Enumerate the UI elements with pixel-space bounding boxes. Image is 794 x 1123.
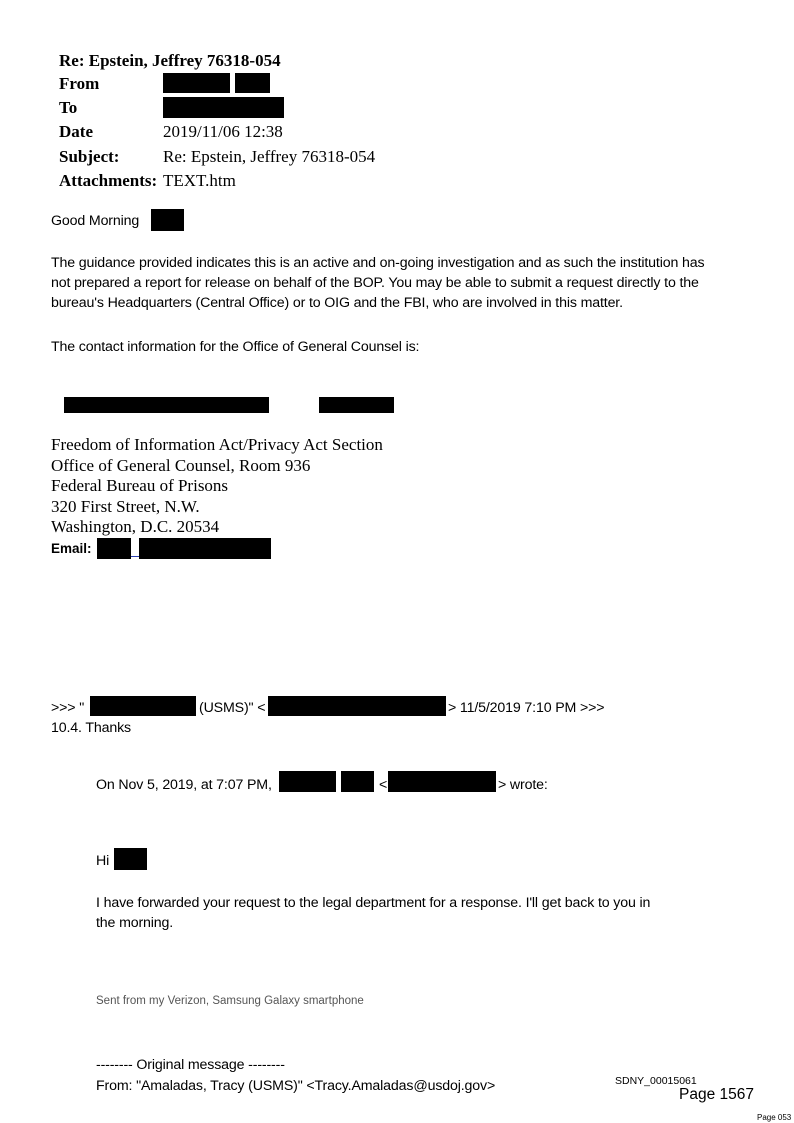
- forward-line: the morning.: [96, 915, 174, 931]
- redaction-sender-name: [279, 771, 336, 792]
- from-label: From: [59, 74, 100, 93]
- page-number: Page 1567: [679, 1086, 754, 1103]
- attachments-value: TEXT.htm: [163, 171, 236, 190]
- redaction-email-1: [97, 538, 131, 559]
- on-date-lt: <: [379, 777, 388, 793]
- attachments-label: Attachments:: [59, 171, 158, 190]
- redaction-quoted-name: [90, 696, 196, 716]
- to-label: To: [59, 98, 78, 117]
- redaction-hi-name: [114, 848, 147, 870]
- redaction-contact-2: [319, 397, 394, 413]
- quoted-reply: 10.4. Thanks: [51, 720, 131, 736]
- subject-label: Subject:: [59, 147, 120, 166]
- bates-number: SDNY_00015061: [615, 1075, 697, 1087]
- redaction-sender-email: [388, 771, 496, 792]
- email-title: Re: Epstein, Jeffrey 76318-054: [59, 51, 281, 70]
- signature: Sent from my Verizon, Samsung Galaxy smartphone: [96, 995, 364, 1007]
- address-line: 320 First Street, N.W.: [51, 497, 200, 516]
- redaction-greeting-name: [151, 209, 184, 231]
- redaction-from-surname: [235, 73, 270, 93]
- on-date-line: On Nov 5, 2019, at 7:07 PM,: [96, 777, 272, 793]
- address-line: Washington, D.C. 20534: [51, 517, 220, 536]
- redaction-to: [163, 97, 284, 118]
- redaction-contact-1: [64, 397, 269, 413]
- email-link-underline: [131, 556, 139, 557]
- paragraph-line: bureau's Headquarters (Central Office) or to OIG and the FBI, who are involved in this matter.: [51, 295, 623, 311]
- greeting-text: Good Morning: [51, 213, 140, 229]
- original-message: -------- Original message --------: [96, 1057, 285, 1073]
- subject-value: Re: Epstein, Jeffrey 76318-054: [163, 147, 376, 166]
- address-line: Office of General Counsel, Room 936: [51, 456, 311, 475]
- page-small: Page 053: [757, 1113, 792, 1122]
- address-line: Federal Bureau of Prisons: [51, 476, 229, 495]
- redaction-from-name: [163, 73, 230, 93]
- redaction-email-2: [139, 538, 271, 559]
- hi-text: Hi: [96, 853, 110, 869]
- contact-intro: The contact information for the Office of General Counsel is:: [51, 339, 420, 355]
- quoted-prefix: >>> ": [51, 700, 85, 716]
- redaction-sender-surname: [341, 771, 374, 792]
- quoted-timestamp: > 11/5/2019 7:10 PM >>>: [448, 700, 605, 716]
- date-label: Date: [59, 122, 93, 141]
- wrote: > wrote:: [498, 777, 548, 793]
- paragraph-line: not prepared a report for release on behalf of the BOP. You may be able to submit a request directly to the: [51, 275, 699, 291]
- quoted-usms: (USMS)" <: [199, 700, 266, 716]
- paragraph-line: The guidance provided indicates this is an active and on-going investigation and as such the institution has: [51, 255, 705, 271]
- cut-from-line: From: "Amaladas, Tracy (USMS)" <Tracy.Amaladas@usdoj.gov>: [96, 1078, 496, 1094]
- date-value: 2019/11/06 12:38: [163, 122, 283, 141]
- redaction-quoted-email: [268, 696, 446, 716]
- email-label: Email:: [51, 541, 92, 556]
- address-line: Freedom of Information Act/Privacy Act Section: [51, 435, 383, 454]
- forward-line: I have forwarded your request to the legal department for a response. I'll get back to you in: [96, 895, 651, 911]
